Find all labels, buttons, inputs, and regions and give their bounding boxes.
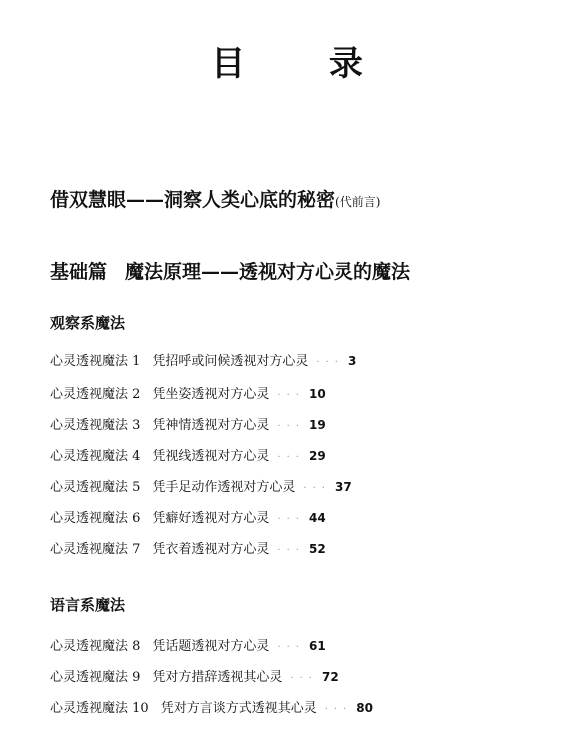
entry-page: 44	[308, 511, 326, 525]
entry-label: 心灵透视魔法 7	[50, 542, 141, 557]
dot-leader: ···	[290, 673, 318, 684]
entry-label: 心灵透视魔法 6	[50, 511, 141, 526]
entry-page: 19	[308, 418, 326, 432]
dot-leader: ···	[277, 545, 305, 556]
section-heading-language: 语言系魔法	[50, 596, 126, 614]
dot-leader: ···	[277, 642, 305, 653]
entry-title: 凭手足动作透视对方心灵	[152, 480, 296, 495]
part-subtitle: 魔法原理——透视对方心灵的魔法	[125, 261, 411, 283]
page-title: 目 录	[211, 44, 399, 84]
toc-entry[interactable]	[50, 415, 326, 435]
toc-entry[interactable]	[50, 384, 326, 404]
entry-title: 凭对方措辞透视其心灵	[152, 670, 283, 685]
dot-leader: ···	[277, 514, 305, 525]
entry-title: 凭坐姿透视对方心灵	[152, 387, 270, 402]
entry-title: 凭衣着透视对方心灵	[152, 542, 270, 557]
toc-entry[interactable]	[50, 477, 352, 497]
preface-title: 借双慧眼——洞察人类心底的秘密	[50, 189, 336, 211]
preface-heading	[50, 185, 380, 212]
entry-page: 72	[321, 670, 339, 684]
entry-page: 52	[308, 542, 326, 556]
entry-label: 心灵透视魔法 1	[50, 354, 141, 369]
entry-label: 心灵透视魔法 5	[50, 480, 141, 495]
toc-entry[interactable]	[50, 351, 356, 371]
entry-page: 37	[334, 480, 352, 494]
entry-title: 凭话题透视对方心灵	[152, 639, 270, 654]
part-label: 基础篇	[50, 261, 108, 283]
entry-label: 心灵透视魔法 4	[50, 449, 141, 464]
toc-entry[interactable]	[50, 698, 373, 718]
entry-title: 凭对方言谈方式透视其心灵	[160, 701, 317, 716]
entry-label: 心灵透视魔法 3	[50, 418, 141, 433]
toc-entry[interactable]	[50, 446, 326, 466]
entry-label: 心灵透视魔法 10	[50, 701, 149, 716]
part-heading	[50, 257, 410, 284]
entry-label: 心灵透视魔法 9	[50, 670, 141, 685]
entry-title: 凭视线透视对方心灵	[152, 449, 270, 464]
dot-leader: ···	[277, 421, 305, 432]
entry-title: 凭神情透视对方心灵	[152, 418, 270, 433]
toc-entry[interactable]	[50, 539, 326, 559]
entry-label: 心灵透视魔法 2	[50, 387, 141, 402]
section-heading-observation: 观察系魔法	[50, 314, 126, 332]
toc-entry[interactable]	[50, 636, 326, 656]
entry-page: 10	[308, 387, 326, 401]
entry-page: 61	[308, 639, 326, 653]
entry-page: 29	[308, 449, 326, 463]
entry-label: 心灵透视魔法 8	[50, 639, 141, 654]
preface-note: (代前言)	[335, 195, 381, 209]
dot-leader: ···	[303, 483, 331, 494]
entry-page: 3	[347, 354, 357, 368]
entry-page: 80	[356, 701, 373, 715]
dot-leader: ···	[324, 704, 353, 715]
dot-leader: ···	[277, 452, 305, 463]
dot-leader: ···	[277, 390, 305, 401]
toc-entry[interactable]	[50, 667, 339, 687]
entry-title: 凭招呼或问候透视对方心灵	[152, 354, 309, 369]
toc-entry[interactable]	[50, 508, 326, 528]
dot-leader: ···	[316, 357, 344, 368]
entry-title: 凭癖好透视对方心灵	[152, 511, 270, 526]
